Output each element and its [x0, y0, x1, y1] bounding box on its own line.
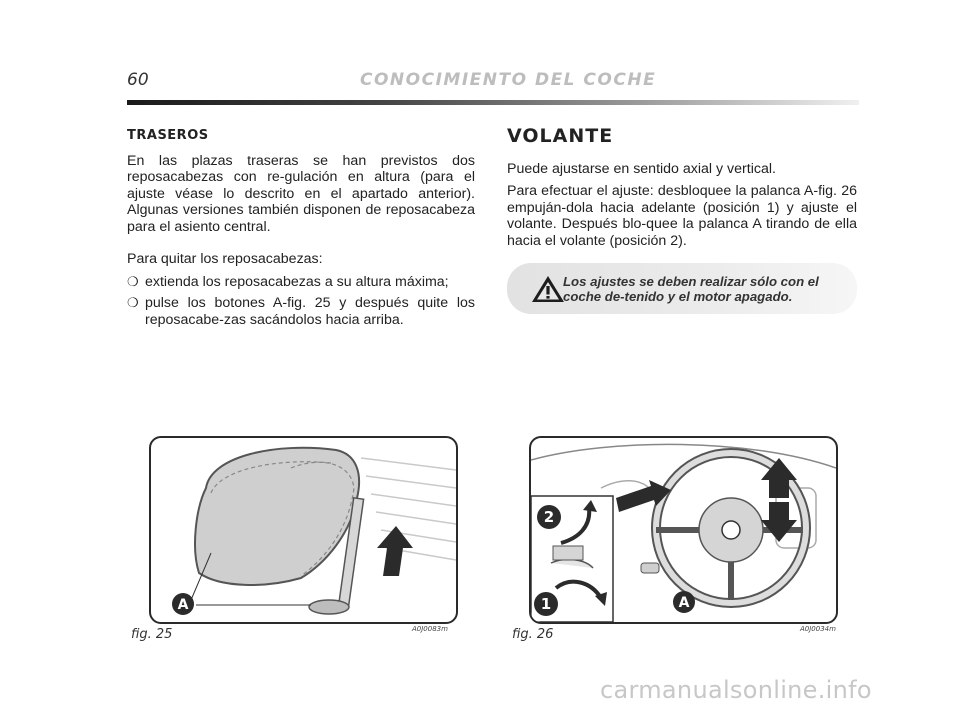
instructions-lead: Para quitar los reposacabezas: — [127, 251, 323, 267]
fig-25-caption: fig. 25 — [131, 627, 173, 642]
volante-para-1: Puede ajustarse en sentido axial y vertical. — [507, 160, 776, 177]
warning-box — [507, 263, 857, 314]
left-column — [127, 128, 475, 333]
callout-2-label: 2 — [543, 508, 555, 526]
figure-26-steering-wheel — [529, 436, 838, 624]
volante-heading: VOLANTE — [507, 125, 614, 147]
bullet-icon: ❍ — [127, 273, 139, 289]
right-column — [507, 125, 857, 255]
fig-26-code: A0J0034m — [800, 625, 836, 633]
fig-25-code: A0J0083m — [412, 625, 448, 633]
callout-1-label: 1 — [540, 595, 552, 613]
page-number: 60 — [127, 70, 149, 90]
list-item — [127, 274, 475, 291]
figure-25-headrest — [149, 436, 458, 624]
callout-a-label: A — [177, 597, 189, 613]
warning-text: Los ajustes se deben realizar sólo con el coche de-tenido y el motor apagado. — [563, 274, 819, 304]
list-item — [127, 295, 475, 328]
warning-triangle-icon — [530, 274, 566, 304]
section-title: CONOCIMIENTO DEL COCHE — [360, 70, 657, 90]
volante-para-2: Para efectuar el ajuste: desbloquee la palanca A-fig. 26 empuján-dola hacia adelante (posición 1) y ajuste el volante. Después blo-quee la palanca A tirando de ella hacia el volante (posición 2). — [507, 183, 857, 249]
list-item-text: pulse los botones A-fig. 25 y después quite los reposacabe-zas sacándolos hacia arriba. — [145, 295, 475, 328]
headrest-illustration — [151, 438, 456, 622]
steering-wheel-illustration — [531, 438, 836, 622]
fig-26-caption: fig. 26 — [512, 627, 554, 642]
traseros-heading: TRASEROS — [127, 128, 209, 143]
list-item-text: extienda los reposacabezas a su altura máxima; — [145, 273, 449, 290]
watermark: carmanualsonline.info — [600, 676, 872, 704]
traseros-intro: En las plazas traseras se han previstos dos reposacabezas con re-gulación en altura (para el ajuste véase lo descrito en el apartado anterior). Algunas versiones también disponen de reposacabeza para el asiento central. — [127, 152, 475, 235]
header-rule — [127, 100, 859, 105]
bullet-icon: ❍ — [127, 295, 139, 310]
callout-a-label: A — [678, 595, 690, 611]
